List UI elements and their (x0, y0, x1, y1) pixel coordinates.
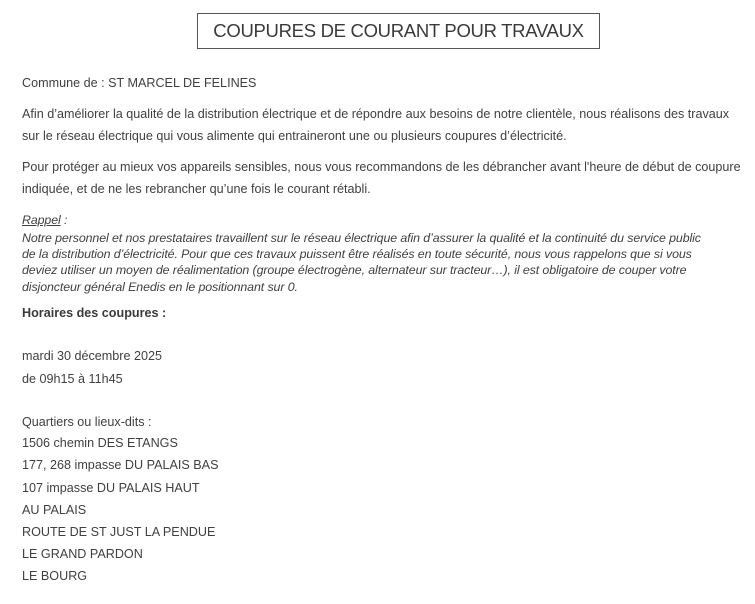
schedule-time-range: de 09h15 à 11h45 (22, 372, 123, 386)
advice-line-2: indiquée, et de ne les rebrancher qu’une fois le courant rétabli. (22, 182, 371, 196)
schedule-heading: Horaires des coupures : (22, 306, 167, 320)
reminder-line-2: de la distribution d’électricité. Pour que ces travaux puissent être réalisés en toute sécurité, nous vous rappelons que si vous (22, 247, 692, 261)
intro-line-2: sur le réseau électrique qui vous alimente qui entraineront une ou plusieurs coupures d’électricité. (22, 129, 567, 143)
reminder-line-4: disjoncteur général Enedis en le positionnant sur 0. (22, 280, 298, 294)
title-box (197, 13, 600, 49)
reminder-line-3: deviez utiliser un moyen de réalimentation (groupe électrogène, alternateur sur tracteur…), il est obligatoire de couper votre (22, 263, 687, 277)
schedule-date: mardi 30 décembre 2025 (22, 349, 163, 363)
page-title: COUPURES DE COURANT POUR TRAVAUX (213, 20, 584, 41)
reminder-label: Rappel (22, 213, 61, 227)
reminder-line-1: Notre personnel et nos prestataires travaillent sur le réseau électrique afin d’assurer la qualité et la continuité du service public (22, 231, 701, 245)
location-item: AU PALAIS (22, 503, 87, 517)
reminder-label-suffix: : (60, 213, 68, 227)
advice-line-1: Pour protéger au mieux vos appareils sensibles, nous vous recommandons de les débrancher avant l'heure de début de coupure (22, 160, 741, 174)
location-item: LE BOURG (22, 569, 88, 583)
location-item: 1506 chemin DES ETANGS (22, 436, 178, 450)
intro-line-1: Afin d’améliorer la qualité de la distribution électrique et de répondre aux besoins de notre clientèle, nous réalisons des travaux (22, 107, 730, 121)
locations-heading: Quartiers ou lieux-dits : (22, 415, 152, 429)
location-item: 177, 268 impasse DU PALAIS BAS (22, 458, 219, 472)
location-item: ROUTE DE ST JUST LA PENDUE (22, 525, 216, 539)
commune-line: Commune de : ST MARCEL DE FELINES (22, 76, 257, 90)
reminder-label-line (22, 212, 67, 228)
location-item: LE GRAND PARDON (22, 547, 143, 561)
location-item: 107 impasse DU PALAIS HAUT (22, 481, 200, 495)
